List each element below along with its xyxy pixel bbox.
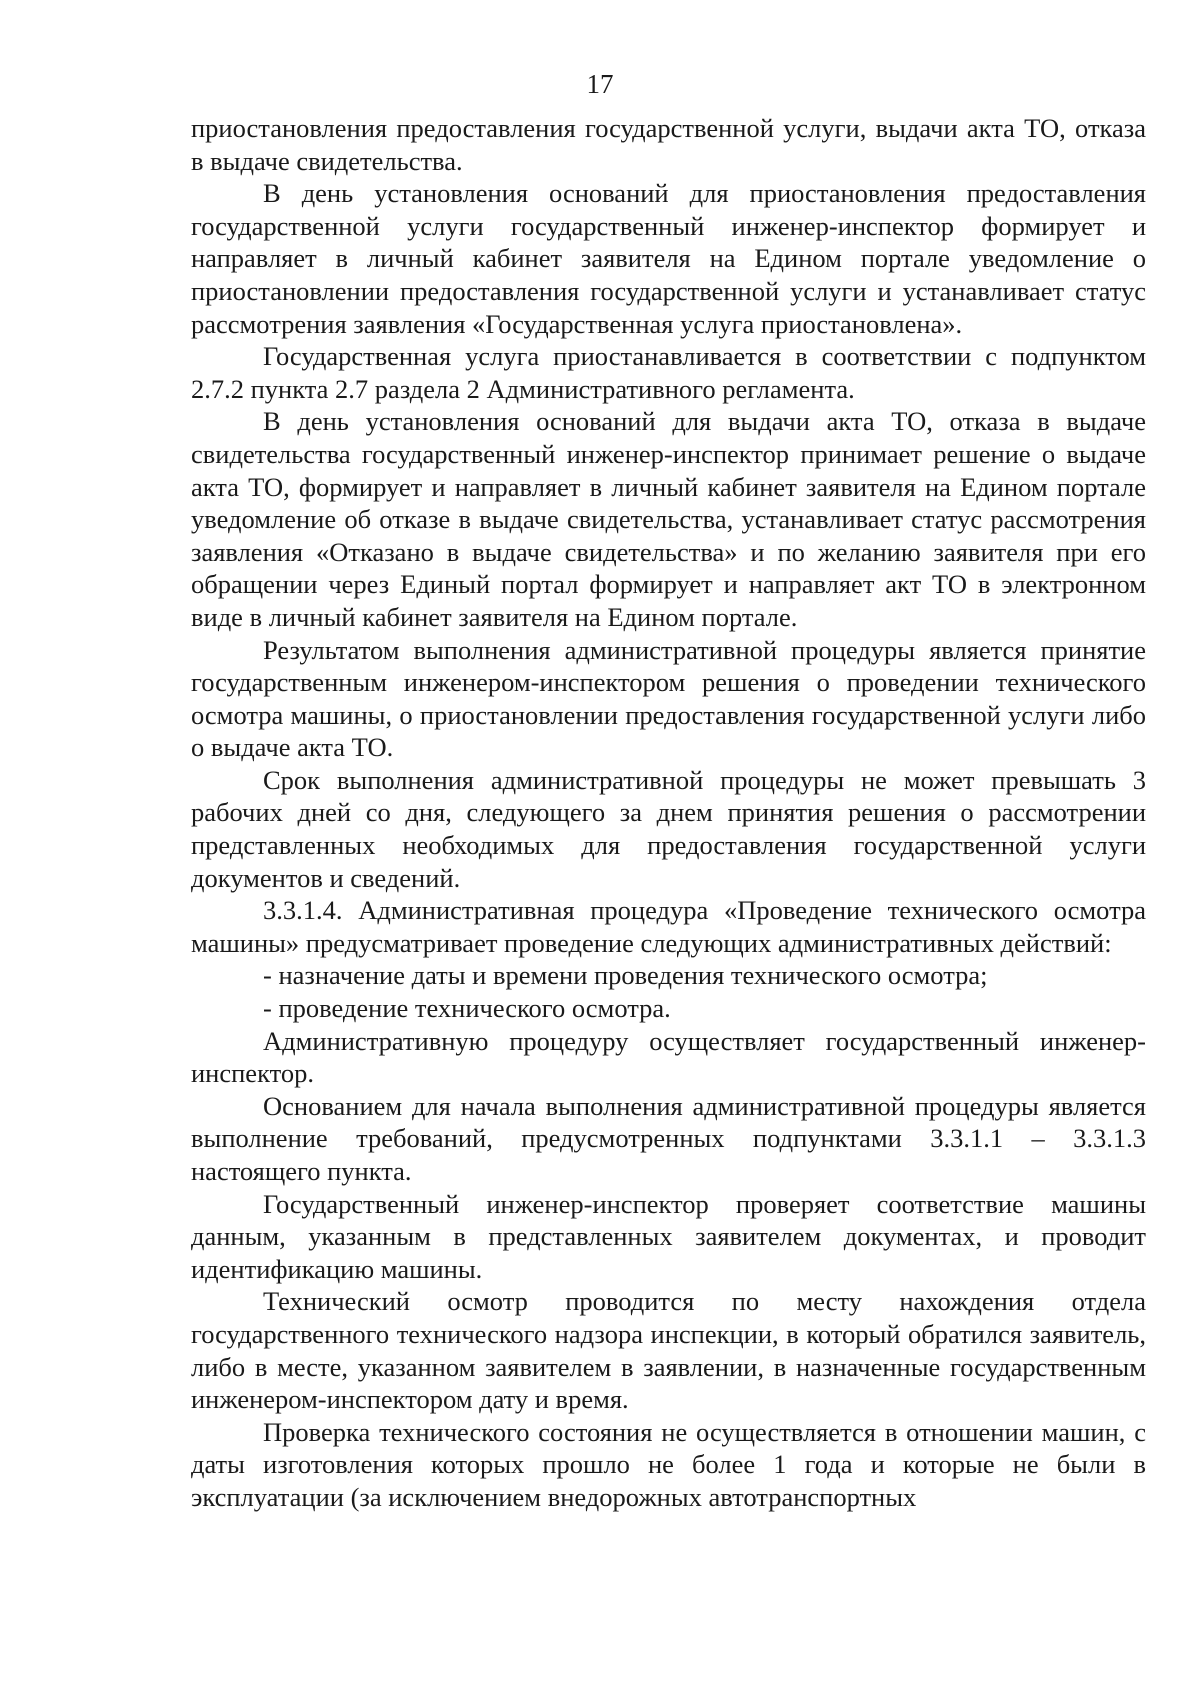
list-item-schedule-inspection: - назначение даты и времени проведения технического осмотра; xyxy=(263,960,988,991)
list-item-conduct-inspection: - проведение технического осмотра. xyxy=(263,993,671,1024)
paragraph-refusal-notice: В день установления оснований для выдачи акта ТО, отказа в выдаче свидетельства государственный инженер-инспектор принимает решение о выдаче акта ТО, формирует и направляет в личный кабинет заявителя на Едином портале уведомление об отказе в выдаче свидетельства, устанавливает статус рассмотрения заявления «Отказано в выдаче свидетельства» и по желанию заявителя при его обращении через Единый портал формирует и направляет акт ТО в электронном виде в личный кабинет заявителя на Едином портале. xyxy=(191,406,1146,632)
page-number: 17 xyxy=(586,69,614,99)
paragraph-technical-condition-check: Проверка технического состояния не осуществляется в отношении машин, с даты изготовления которых прошло не более 1 года и которые не были в эксплуатации (за исключением внедорожных автотранспортных xyxy=(191,1416,1146,1512)
paragraph-continuation: приостановления предоставления государственной услуги, выдачи акта ТО, отказа в выдаче свидетельства. xyxy=(191,113,1146,176)
paragraph-responsible-inspector: Административную процедуру осуществляет государственный инженер-инспектор. xyxy=(191,1025,1146,1089)
paragraph-procedure-result: Результатом выполнения административной процедуры является принятие государственным инженером-инспектором решения о проведении технического осмотра машины, о приостановлении предоставления государственной услуги либо о выдаче акта ТО. xyxy=(191,634,1146,763)
paragraph-procedure-deadline: Срок выполнения административной процедуры не может превышать 3 рабочих дней со дня, следующего за днем принятия решения о рассмотрении представленных необходимых для предоставления государственной услуги документов и сведений. xyxy=(191,764,1146,893)
paragraph-machine-identification: Государственный инженер-инспектор проверяет соответствие машины данным, указанным в представленных заявителем документах, и проводит идентификацию машины. xyxy=(191,1188,1146,1284)
paragraph-suspension-basis: Государственная услуга приостанавливается в соответствии с подпунктом 2.7.2 пункта 2.7 раздела 2 Административного регламента. xyxy=(191,341,1146,404)
paragraph-section-3-3-1-4: 3.3.1.4. Административная процедура «Проведение технического осмотра машины» предусматривает проведение следующих административных действий: xyxy=(191,895,1146,958)
paragraph-procedure-basis: Основанием для начала выполнения административной процедуры является выполнение требований, предусмотренных подпунктами 3.3.1.1 – 3.3.1.3 настоящего пункта. xyxy=(191,1090,1146,1186)
paragraph-suspension-notice: В день установления оснований для приостановления предоставления государственной услуги государственный инженер-инспектор формирует и направляет в личный кабинет заявителя на Едином портале уведомление о приостановлении предоставления государственной услуги и устанавливает статус рассмотрения заявления «Государственная услуга приостановлена». xyxy=(191,178,1146,339)
paragraph-inspection-location: Технический осмотр проводится по месту нахождения отдела государственного технического надзора инспекции, в который обратился заявитель, либо в месте, указанном заявителем в заявлении, в назначенные государственным инженером-инспектором дату и время. xyxy=(191,1286,1146,1415)
document-body xyxy=(191,112,1146,1514)
